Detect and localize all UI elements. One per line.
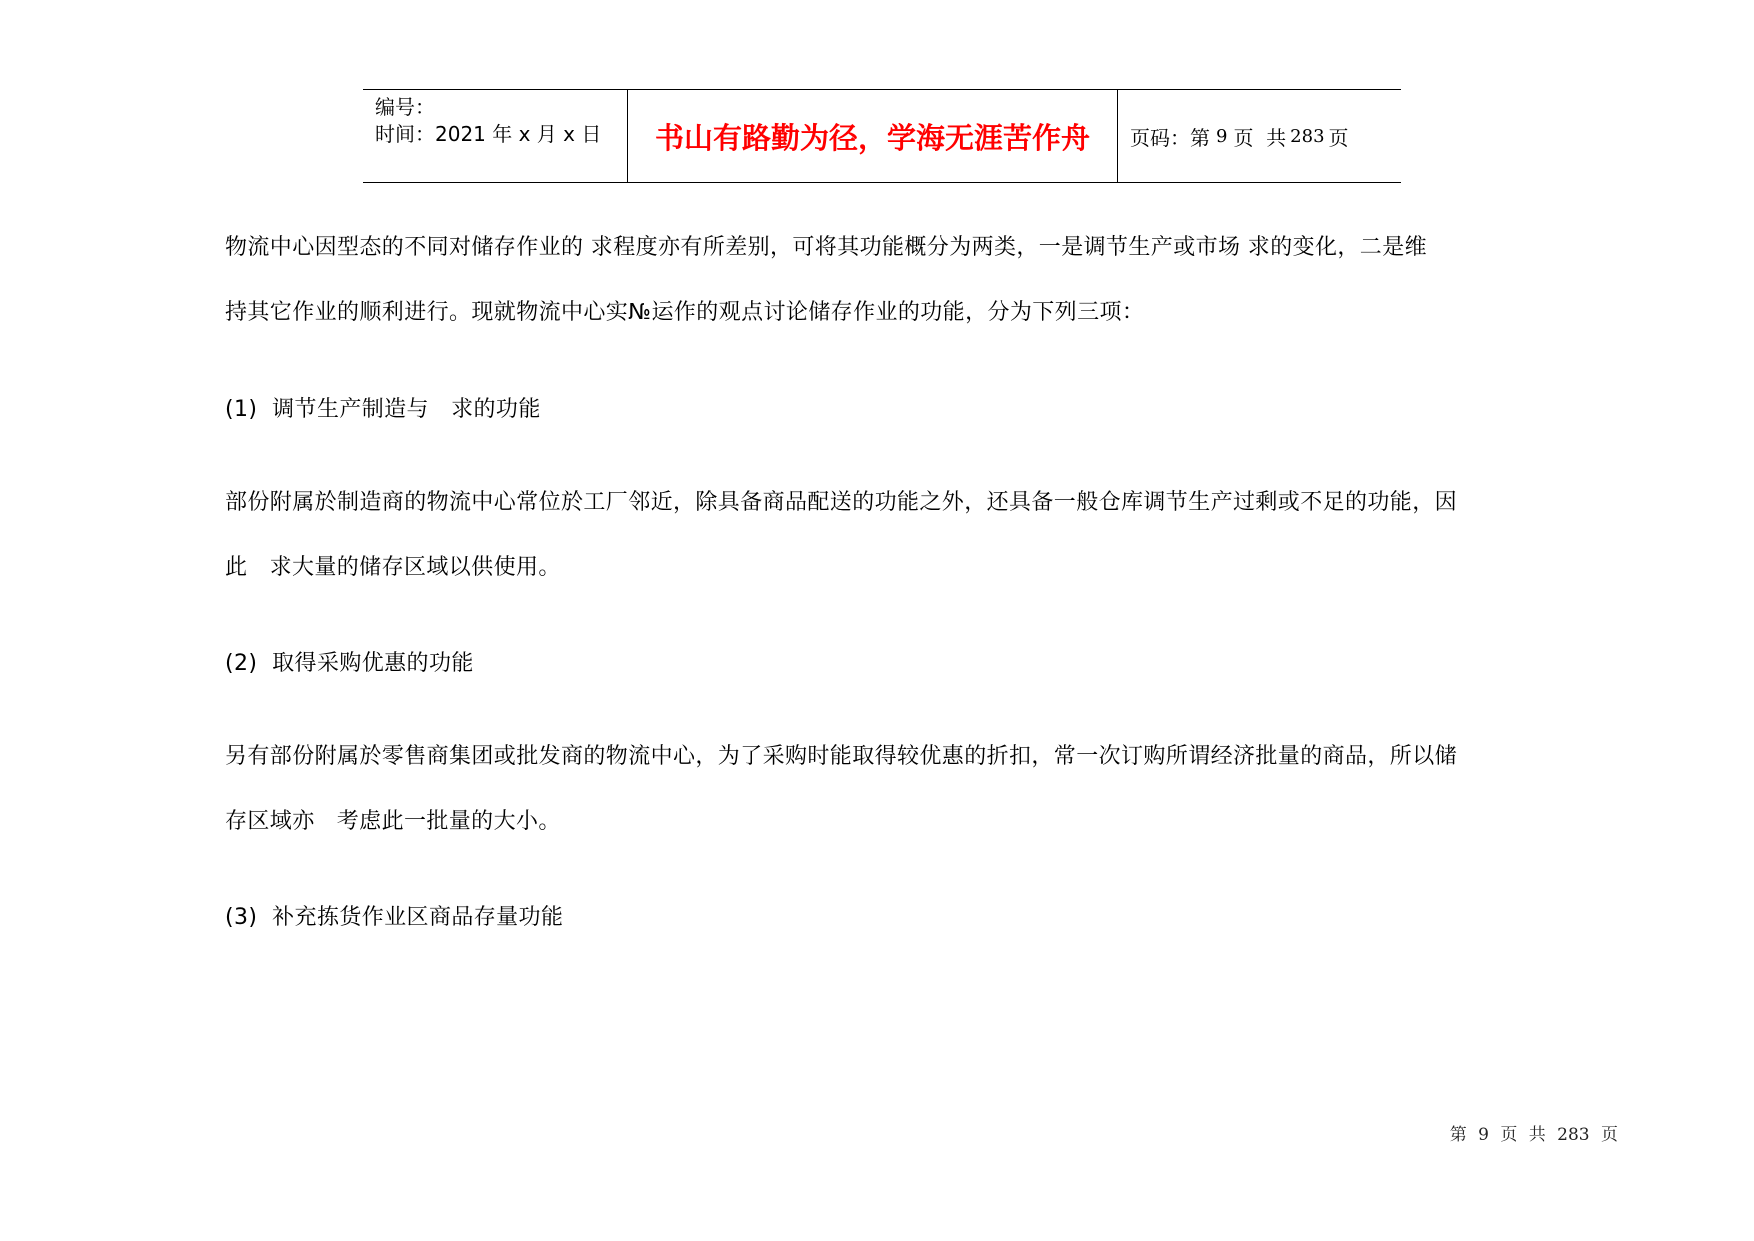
paragraph-1-line-2: 持其它作业的顺利进行。现就物流中心实№运作的观点讨论储存作业的功能，分为下列三项： — [225, 300, 1145, 325]
paragraph-2-line-1: 部份附属於制造商的物流中心常位於工厂邻近，除具备商品配送的功能之外，还具备一般仓库调节生产过剩或不足的功能，因 — [225, 490, 1458, 515]
header-meta-cell — [363, 90, 628, 182]
header-table — [363, 89, 1401, 183]
document-date: 时间：2021 年 x 月 x 日 — [375, 122, 602, 146]
document-code-label: 编号： — [375, 95, 435, 119]
paragraph-2-line-2: 此 求大量的储存区域以供使用。 — [225, 555, 561, 580]
header-page-cell — [1118, 90, 1401, 182]
paragraph-1-line-1: 物流中心因型态的不同对储存作业的 求程度亦有所差别，可将其功能概分为两类，一是调节生产或市场 求的变化，二是维 — [225, 235, 1427, 260]
page-prefix: 页码：第 — [1130, 125, 1210, 150]
section-heading-1: (1) 调节生产制造与 求的功能 — [225, 397, 541, 422]
header-motto: 书山有路勤为径，学海无涯苦作舟 — [654, 120, 1090, 155]
paragraph-3-line-2: 存区域亦 考虑此一批量的大小。 — [225, 809, 561, 834]
page-suffix: 页 — [1328, 125, 1349, 150]
page-total: 283 — [1290, 125, 1325, 147]
page-current: 9 — [1216, 125, 1228, 147]
section-heading-2: (2) 取得采购优惠的功能 — [225, 651, 474, 676]
paragraph-3-line-1: 另有部份附属於零售商集团或批发商的物流中心，为了采购时能取得较优惠的折扣，常一次订购所谓经济批量的商品，所以储 — [225, 744, 1458, 769]
page-footer: 第 9 页 共 283 页 — [1449, 1125, 1618, 1145]
header-motto-cell — [628, 90, 1118, 182]
page-mid: 页 共 — [1233, 125, 1287, 150]
section-heading-3: (3) 补充拣货作业区商品存量功能 — [225, 905, 564, 930]
